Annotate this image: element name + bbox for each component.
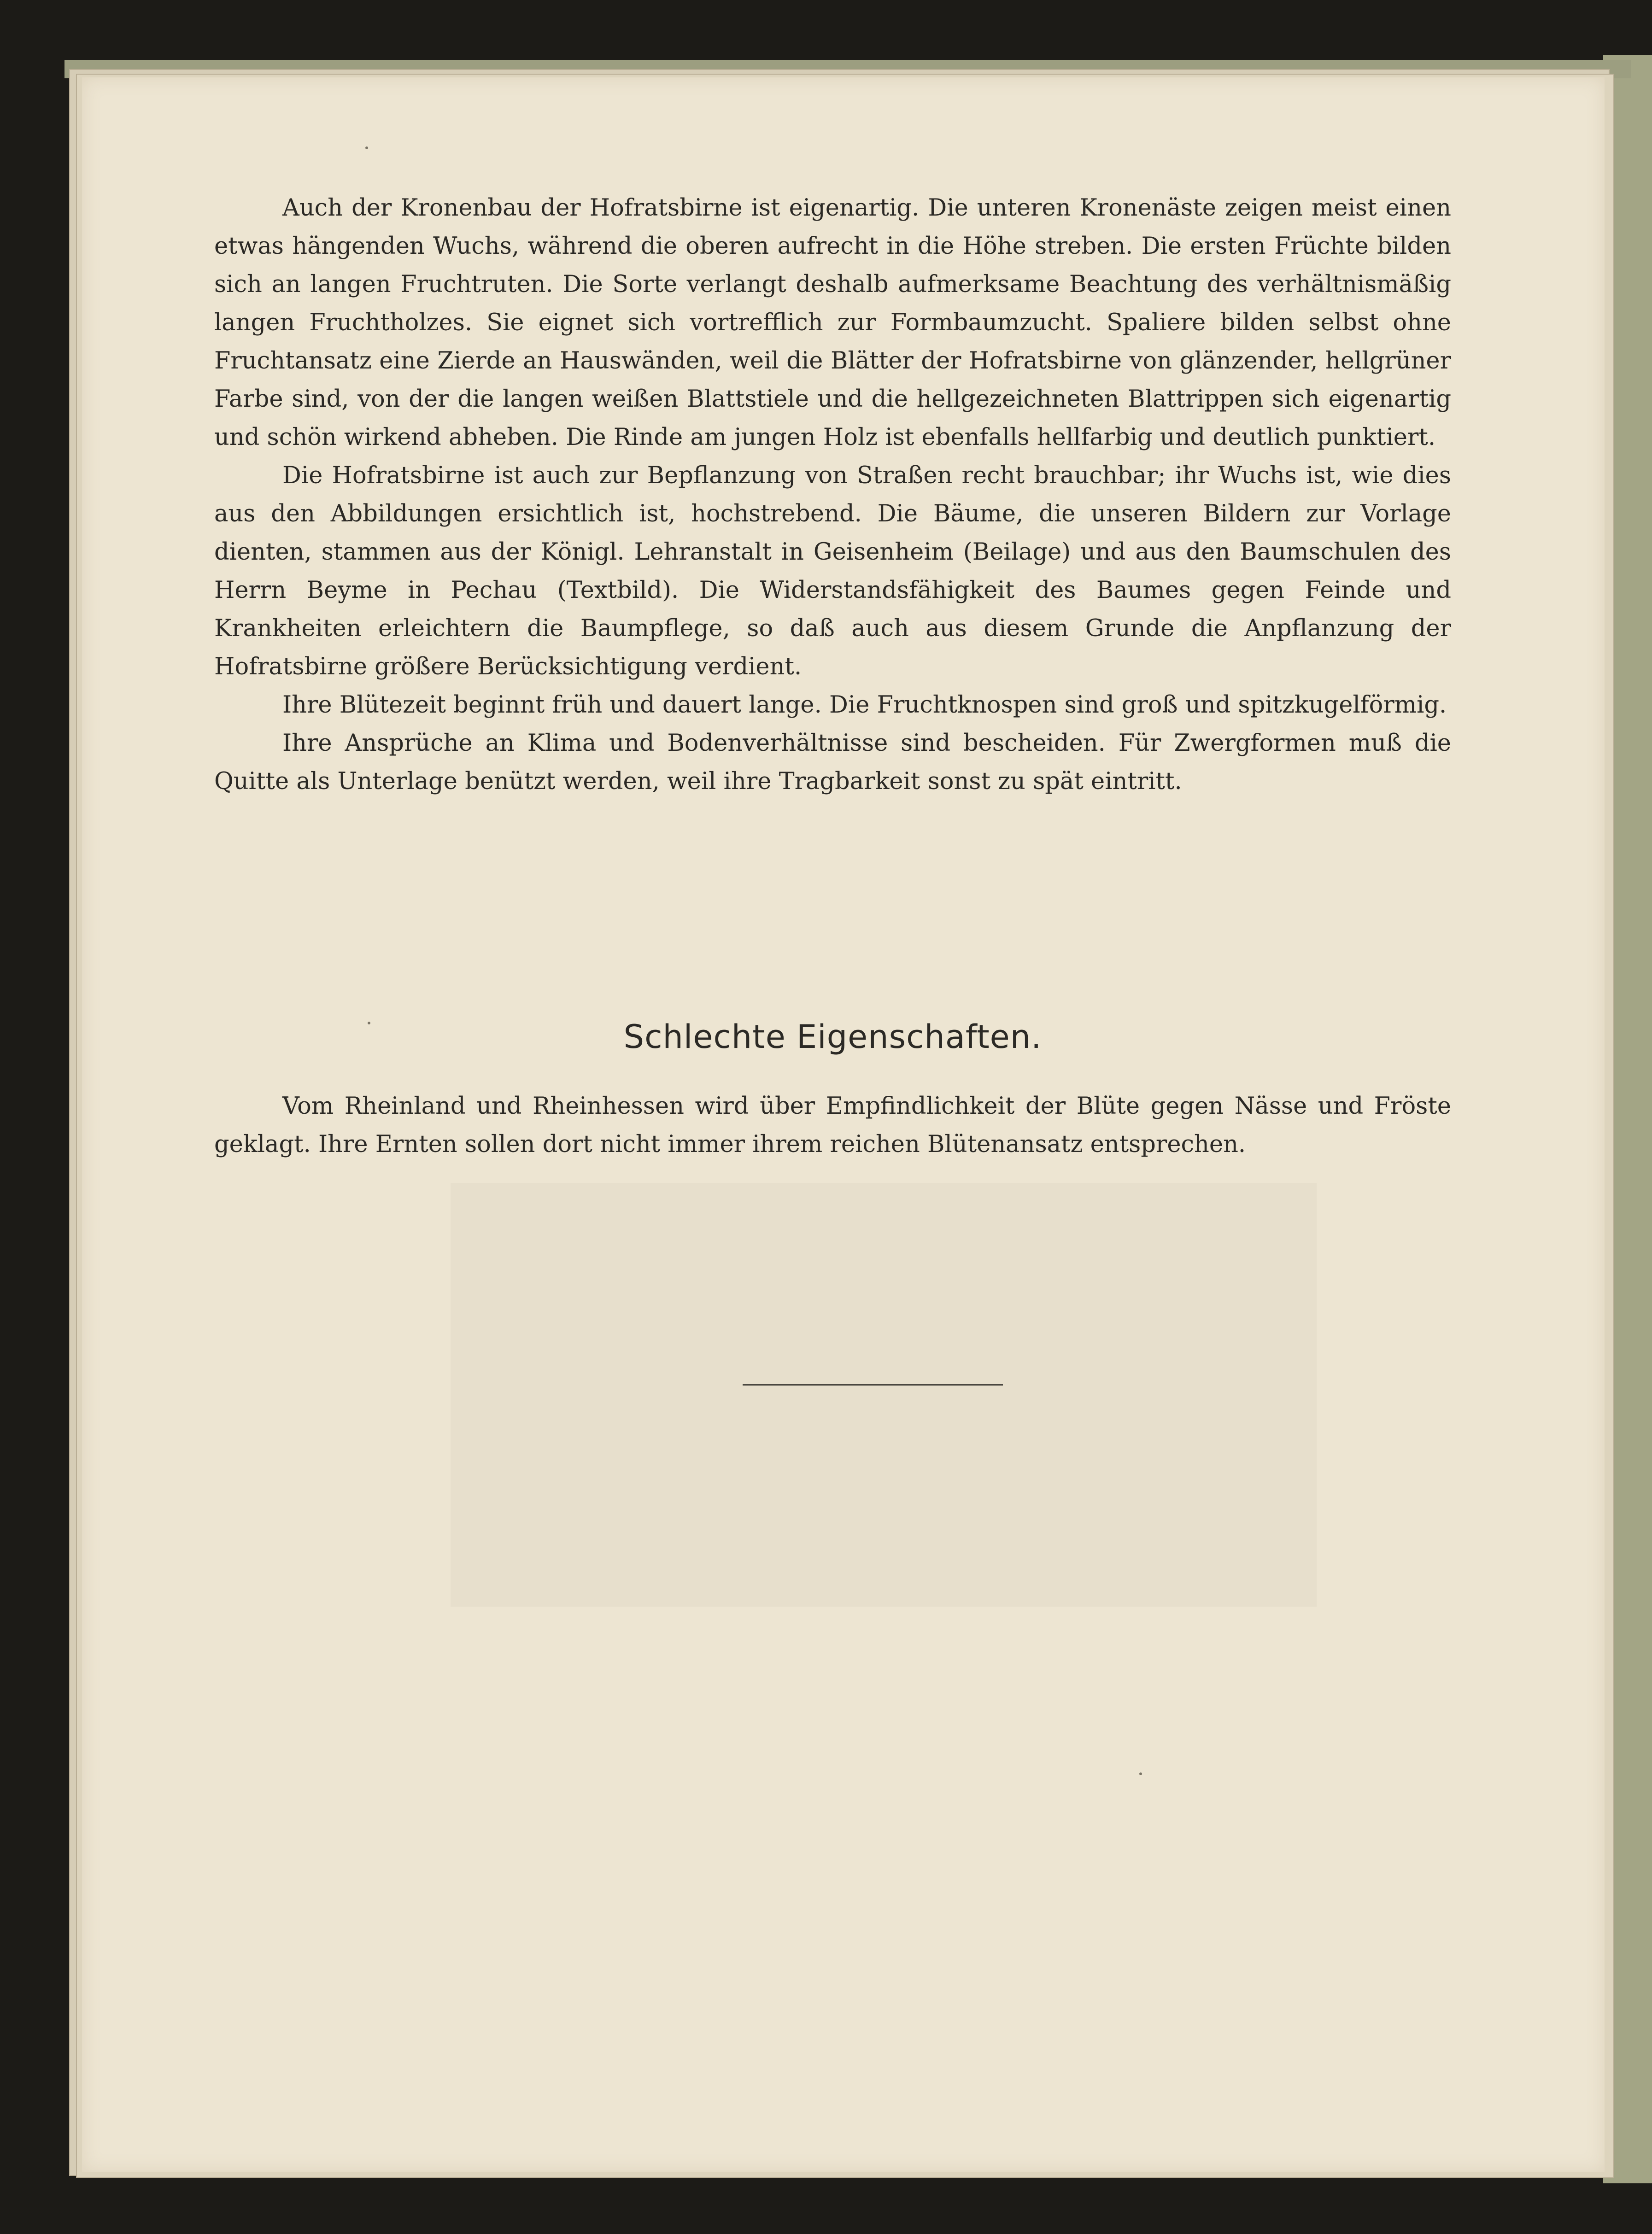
body-text bbox=[214, 189, 1451, 801]
section-heading: Schlechte Eigenschaften. bbox=[623, 1018, 1042, 1056]
paper-speck bbox=[1139, 1772, 1142, 1775]
end-rule bbox=[743, 1384, 1003, 1386]
paragraph-crown: Auch der Kronenbau der Hofratsbirne ist eigenartig. Die unteren Kronenäste zeigen meist einen etwas hängenden Wuchs, während die oberen aufrecht in die Höhe streben. Die ersten Früchte bilden sich an langen Fruchtruten. Die Sorte verlangt deshalb aufmerksame Beachtung des verhältnismäßig langen Fruchtholzes. Sie eignet sich vortrefflich zur Formbaumzucht. Spaliere bilden selbst ohne Fruchtansatz eine Zierde an Hauswänden, weil die Blätter der Hofratsbirne von glänzender, hellgrüner Farbe sind, von der die langen weißen Blattstiele und die hellgezeichneten Blattrippen sich eigenartig und schön wirkend abheben. Die Rinde am jungen Holz ist ebenfalls hellfarbig und deutlich punktiert. bbox=[214, 194, 1451, 451]
paragraph-soil: Ihre Ansprüche an Klima und Bodenverhältnisse sind bescheiden. Für Zwergformen muß die Quitte als Unterlage benützt werden, weil ihre Tragbarkeit sonst zu spät eintritt. bbox=[214, 730, 1451, 795]
paragraph-blossom: Ihre Blütezeit beginnt früh und dauert lange. Die Fruchtknospen sind groß und spitzkugelförmig. bbox=[282, 691, 1447, 719]
paragraph-bad-properties: Vom Rheinland und Rheinhessen wird über Empfindlichkeit der Blüte gegen Nässe und Fröste geklagt. Ihre Ernten sollen dort nicht immer ihrem reichen Blütenansatz entsprechen. bbox=[214, 1093, 1451, 1158]
paragraph-streets: Die Hofratsbirne ist auch zur Bepflanzung von Straßen recht brauchbar; ihr Wuchs ist, wie dies aus den Abbildungen ersichtlich ist, hochstrebend. Die Bäume, die unseren Bildern zur Vorlage dienten, stammen aus der Königl. Lehranstalt in Geisenheim (Beilage) und aus den Baumschulen des Herrn Beyme in Pechau (Textbild). Die Widerstandsfähigkeit des Baumes gegen Feinde und Krankheiten erleichtern die Baumpflege, so daß auch aus diesem Grunde die Anpflanzung der Hofratsbirne größere Berücksichtigung verdient. bbox=[214, 462, 1451, 680]
show-through-shadow bbox=[451, 1183, 1317, 1607]
section-text bbox=[214, 1087, 1451, 1164]
paper-speck bbox=[365, 146, 368, 149]
